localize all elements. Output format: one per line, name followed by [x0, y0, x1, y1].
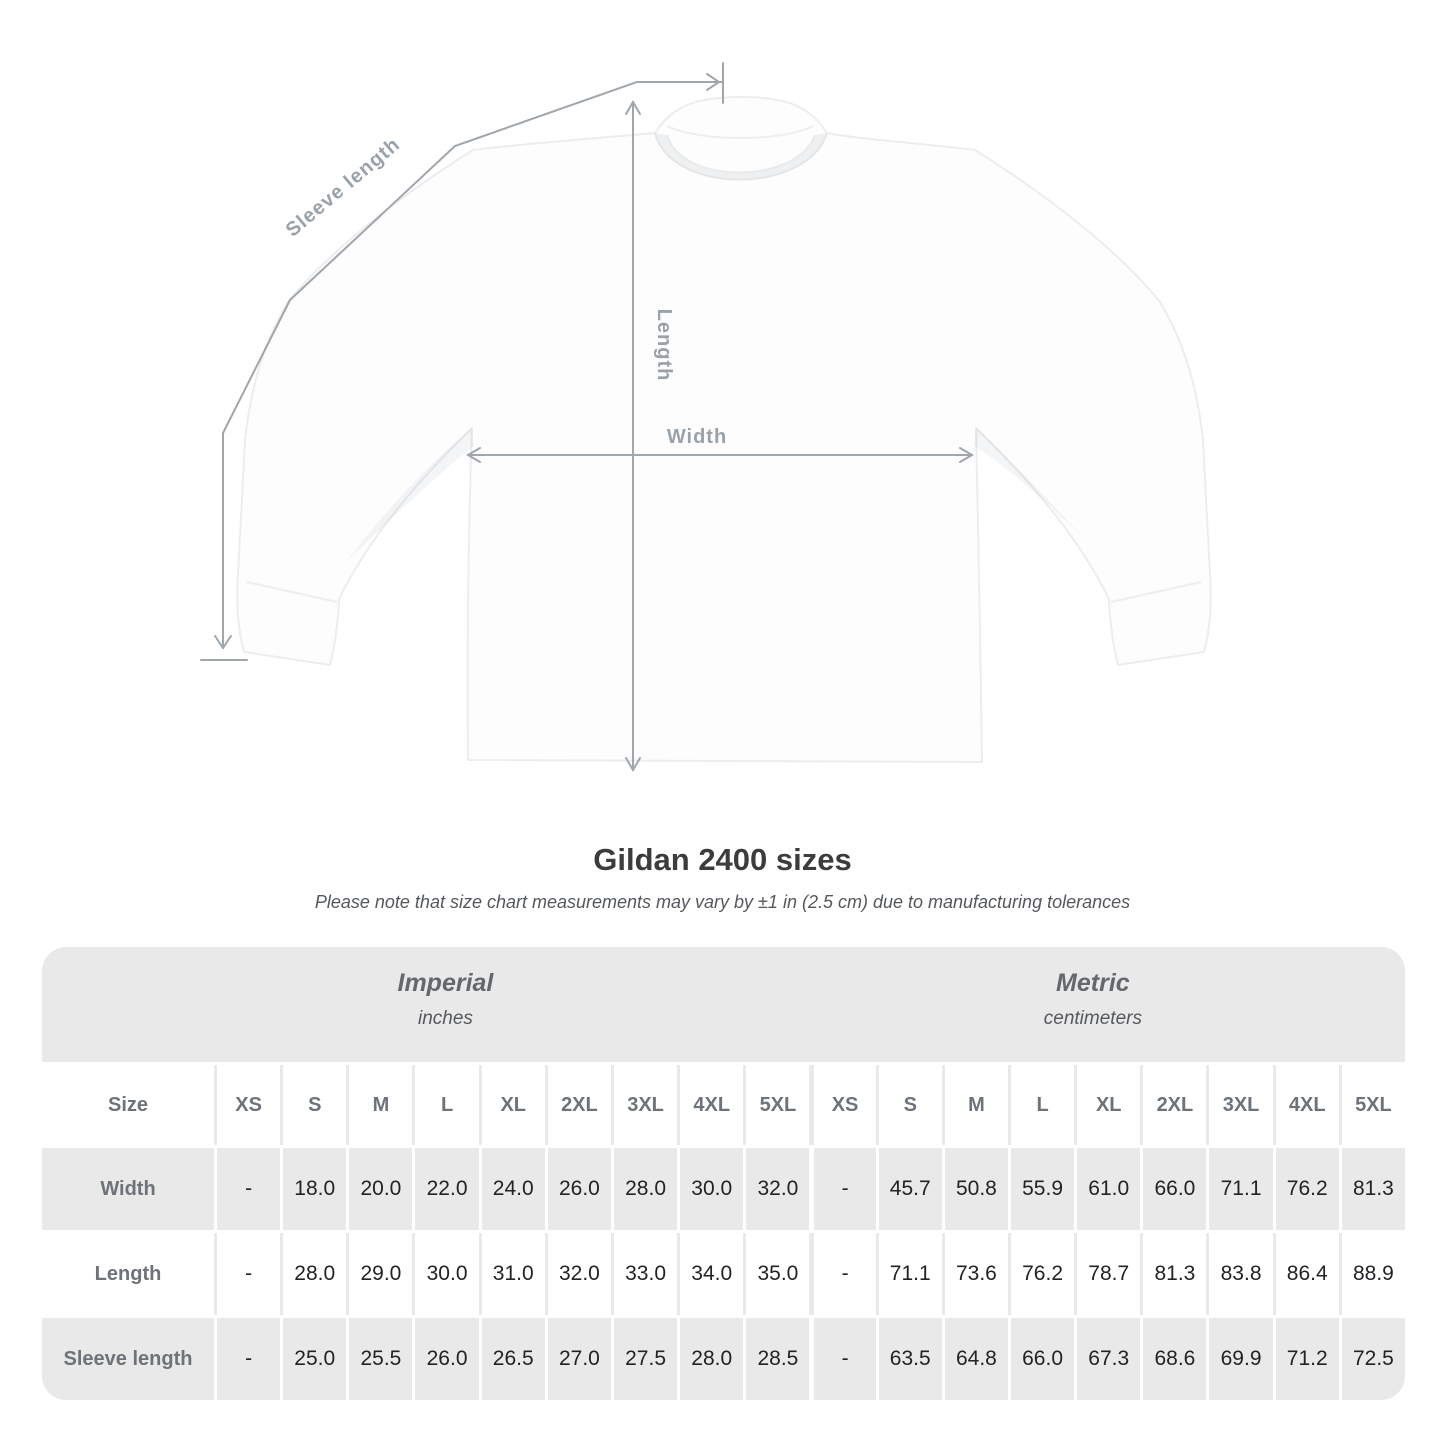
table-cell: 68.6 [1140, 1318, 1206, 1400]
imperial-size-header: 2XL [545, 1065, 611, 1145]
imperial-size-header: 5XL [743, 1065, 809, 1145]
imperial-size-header: XL [479, 1065, 545, 1145]
table-cell: 71.2 [1273, 1318, 1339, 1400]
table-cell: 30.0 [677, 1148, 743, 1230]
table-cell: 25.0 [280, 1318, 346, 1400]
table-cell: - [809, 1318, 875, 1400]
table-cell: 32.0 [743, 1148, 809, 1230]
table-cell: - [214, 1318, 280, 1400]
imperial-size-header: XS [214, 1065, 280, 1145]
metric-group-unit: centimeters [1043, 1008, 1142, 1029]
table-cell: 20.0 [346, 1148, 412, 1230]
table-row-length [42, 1233, 1405, 1315]
table-cell: 61.0 [1074, 1148, 1140, 1230]
table-cell: 18.0 [280, 1148, 346, 1230]
table-cell: 24.0 [479, 1148, 545, 1230]
table-cell: - [809, 1148, 875, 1230]
table-cell: 64.8 [942, 1318, 1008, 1400]
table-cell: 71.1 [1206, 1148, 1272, 1230]
table-cell: 88.9 [1339, 1233, 1405, 1315]
metric-size-header: S [876, 1065, 942, 1145]
metric-size-header: M [942, 1065, 1008, 1145]
unit-group-band [42, 947, 1405, 1062]
imperial-group-unit: inches [417, 1008, 473, 1029]
metric-size-header: XS [809, 1065, 875, 1145]
table-row-width [42, 1148, 1405, 1230]
table-cell: 34.0 [677, 1233, 743, 1315]
metric-group-header [1044, 969, 1142, 1030]
row-label: Length [42, 1233, 214, 1315]
table-cell: 26.0 [412, 1318, 478, 1400]
table-cell: 30.0 [412, 1233, 478, 1315]
table-cell: 71.1 [876, 1233, 942, 1315]
heading-block [0, 842, 1445, 913]
imperial-size-header: M [346, 1065, 412, 1145]
table-cell: 50.8 [942, 1148, 1008, 1230]
table-cell: 25.5 [346, 1318, 412, 1400]
table-cell: 81.3 [1140, 1233, 1206, 1315]
table-cell: 28.0 [611, 1148, 677, 1230]
imperial-group-header [398, 969, 494, 1030]
table-cell: 66.0 [1140, 1148, 1206, 1230]
imperial-group-title: Imperial [397, 969, 494, 997]
table-cell: 55.9 [1008, 1148, 1074, 1230]
table-cell: 69.9 [1206, 1318, 1272, 1400]
row-label: Sleeve length [42, 1318, 214, 1400]
table-cell: 27.5 [611, 1318, 677, 1400]
size-column-header: Size [42, 1065, 214, 1145]
table-cell: 27.0 [545, 1318, 611, 1400]
tolerance-note: Please note that size chart measurements may vary by ±1 in (2.5 cm) due to manufacturing tolerances [314, 892, 1131, 912]
table-header-row [42, 1065, 1405, 1145]
table-cell: 35.0 [743, 1233, 809, 1315]
table-cell: 22.0 [412, 1148, 478, 1230]
length-label: Length [653, 308, 675, 382]
sleeve-length-label: Sleeve length [281, 133, 405, 242]
table-cell: - [809, 1233, 875, 1315]
table-cell: 45.7 [876, 1148, 942, 1230]
table-cell: 28.0 [677, 1318, 743, 1400]
metric-size-header: L [1008, 1065, 1074, 1145]
metric-size-header: 2XL [1140, 1065, 1206, 1145]
imperial-size-header: L [412, 1065, 478, 1145]
table-cell: 76.2 [1008, 1233, 1074, 1315]
imperial-size-header: 4XL [677, 1065, 743, 1145]
table-cell: - [214, 1148, 280, 1230]
table-cell: - [214, 1233, 280, 1315]
row-label: Width [42, 1148, 214, 1230]
table-cell: 63.5 [876, 1318, 942, 1400]
table-cell: 32.0 [545, 1233, 611, 1315]
table-cell: 78.7 [1074, 1233, 1140, 1315]
table-cell: 26.0 [545, 1148, 611, 1230]
table-cell: 66.0 [1008, 1318, 1074, 1400]
table-cell: 33.0 [611, 1233, 677, 1315]
table-cell: 81.3 [1339, 1148, 1405, 1230]
metric-size-header: 5XL [1339, 1065, 1405, 1145]
width-label: Width [666, 426, 728, 448]
table-cell: 28.5 [743, 1318, 809, 1400]
table-cell: 72.5 [1339, 1318, 1405, 1400]
metric-group-title: Metric [1056, 969, 1130, 997]
table-cell: 67.3 [1074, 1318, 1140, 1400]
table-cell: 31.0 [479, 1233, 545, 1315]
table-cell: 29.0 [346, 1233, 412, 1315]
imperial-size-header: S [280, 1065, 346, 1145]
metric-size-header: 3XL [1206, 1065, 1272, 1145]
table-cell: 28.0 [280, 1233, 346, 1315]
table-cell: 73.6 [942, 1233, 1008, 1315]
table-row-sleeve-length [42, 1318, 1405, 1400]
metric-size-header: XL [1074, 1065, 1140, 1145]
table-cell: 26.5 [479, 1318, 545, 1400]
metric-size-header: 4XL [1273, 1065, 1339, 1145]
table-cell: 86.4 [1273, 1233, 1339, 1315]
imperial-size-header: 3XL [611, 1065, 677, 1145]
page-title: Gildan 2400 sizes [593, 842, 852, 877]
size-table [42, 947, 1405, 1400]
table-cell: 76.2 [1273, 1148, 1339, 1230]
table-cell: 83.8 [1206, 1233, 1272, 1315]
